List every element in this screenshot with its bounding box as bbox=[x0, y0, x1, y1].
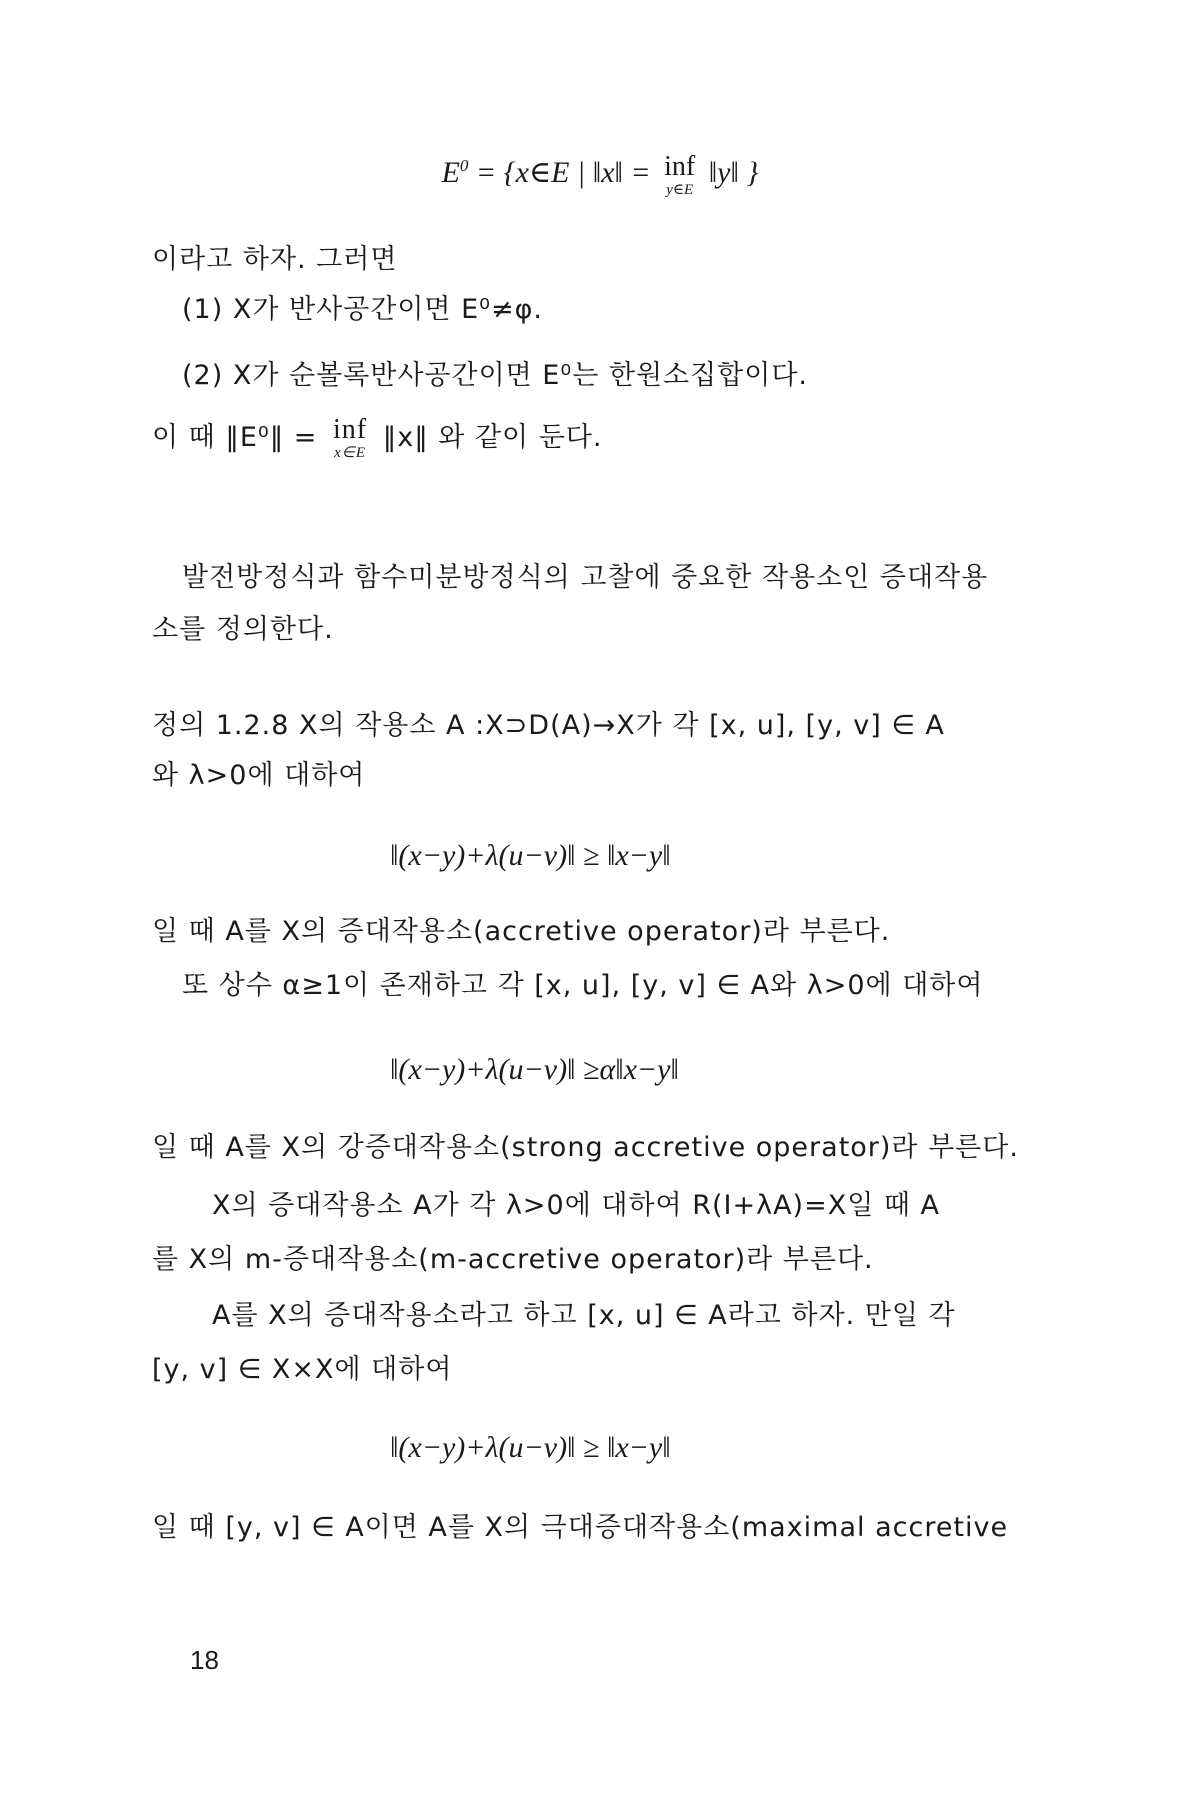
eq-lhs: E bbox=[441, 156, 460, 189]
paragraph-line-2: 소를 정의한다. bbox=[152, 614, 334, 645]
item-2: (2) X가 순볼록반사공간이면 E⁰는 한원소집합이다. bbox=[182, 360, 809, 391]
accretive-definition: 일 때 A를 X의 증대작용소(accretive operator)라 부른다. bbox=[152, 916, 891, 947]
page-number: 18 bbox=[190, 1645, 219, 1675]
inf-operator-2 bbox=[333, 416, 367, 461]
eq-mid: = {x∈E | ‖x‖ = bbox=[475, 156, 651, 189]
maximal-line-1: A를 X의 증대작용소라고 하고 [x, u] ∈ A라고 하자. 만일 각 bbox=[212, 1300, 956, 1331]
eq-sup: 0 bbox=[459, 156, 469, 175]
definition-line-2: 와 λ>0에 대하여 bbox=[152, 760, 366, 791]
inf-label: inf bbox=[664, 150, 696, 182]
inf-operator bbox=[664, 150, 696, 198]
maximal-line-2: [y, v] ∈ X×X에 대하여 bbox=[152, 1354, 453, 1385]
inf-subscript: y∈E bbox=[666, 181, 694, 198]
m-accretive-line-2: 를 X의 m-증대작용소(m-accretive operator)라 부른다. bbox=[152, 1244, 874, 1275]
norm-pre: 이 때 ‖E⁰‖ = bbox=[152, 422, 318, 453]
inequality-2: ‖(x−y)+λ(u−v)‖ ≥α‖x−y‖ bbox=[390, 1053, 679, 1086]
inequality-1: ‖(x−y)+λ(u−v)‖ ≥ ‖x−y‖ bbox=[390, 839, 671, 872]
norm-post: ‖x‖ 와 같이 둔다. bbox=[382, 422, 603, 453]
equation-e0-definition bbox=[0, 146, 1200, 198]
eq-rhs: ‖y‖ } bbox=[708, 156, 759, 189]
inf-subscript-2: x∈E bbox=[334, 445, 367, 461]
item-1: (1) X가 반사공간이면 E⁰≠φ. bbox=[182, 294, 543, 325]
inf-label-2: inf bbox=[333, 414, 368, 445]
intro-line: 이라고 하자. 그러면 bbox=[152, 244, 398, 275]
maximal-accretive-line: 일 때 [y, v] ∈ A이면 A를 X의 극대증대작용소(maximal accretive bbox=[152, 1512, 1009, 1543]
constant-line: 또 상수 α≥1이 존재하고 각 [x, u], [y, v] ∈ A와 λ>0에 대하여 bbox=[182, 970, 984, 1001]
strong-accretive-definition: 일 때 A를 X의 강증대작용소(strong accretive operator)라 부른다. bbox=[152, 1132, 1019, 1163]
paragraph-line-1: 발전방정식과 함수미분방정식의 고찰에 중요한 작용소인 증대작용 bbox=[182, 562, 989, 593]
norm-line bbox=[152, 416, 602, 461]
inequality-3: ‖(x−y)+λ(u−v)‖ ≥ ‖x−y‖ bbox=[390, 1431, 671, 1464]
definition-line-1: 정의 1.2.8 X의 작용소 A :X⊃D(A)→X가 각 [x, u], [y, v] ∈ A bbox=[152, 710, 945, 741]
m-accretive-line-1: X의 증대작용소 A가 각 λ>0에 대하여 R(I+λA)=X일 때 A bbox=[212, 1190, 941, 1221]
